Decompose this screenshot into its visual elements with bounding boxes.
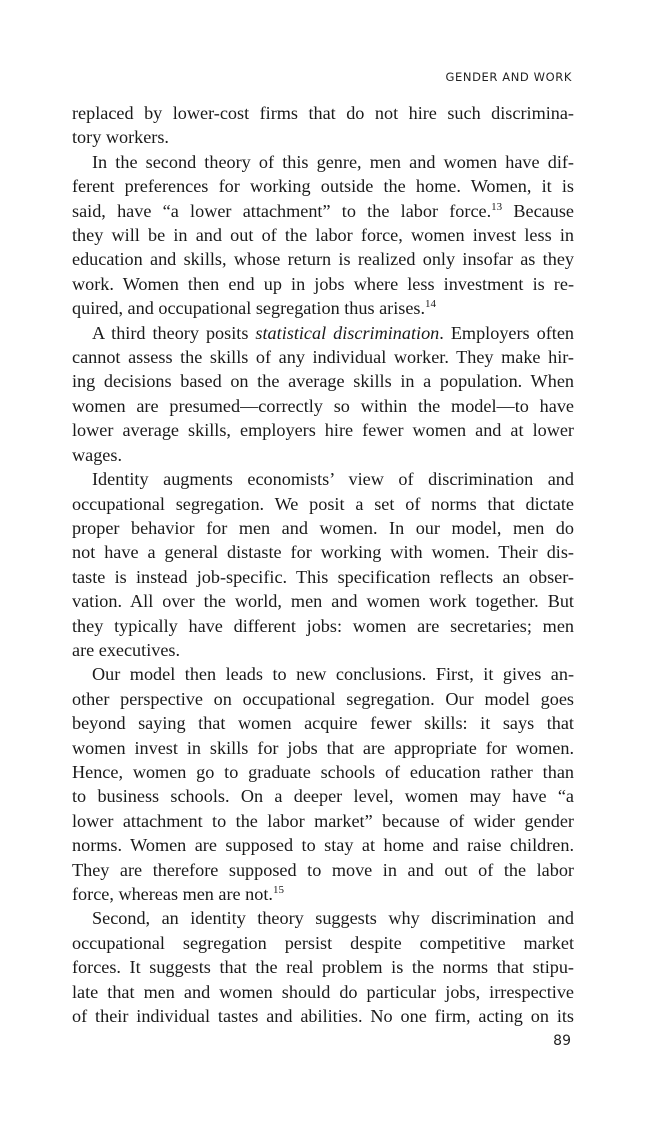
text-line bbox=[72, 174, 574, 198]
text-line bbox=[72, 882, 574, 906]
text-line bbox=[72, 199, 574, 223]
text-line bbox=[72, 369, 574, 393]
text-line bbox=[72, 467, 574, 491]
running-head: GENDER AND WORK bbox=[445, 70, 572, 84]
page-number: 89 bbox=[553, 1033, 571, 1049]
text-line bbox=[72, 687, 574, 711]
line-text: ferent preferences for working outside the home. Women, it is bbox=[72, 176, 574, 197]
footnote-reference[interactable]: 14 bbox=[425, 298, 437, 311]
text-line bbox=[72, 858, 574, 882]
line-text: occupational segregation persist despite competitive market bbox=[72, 932, 574, 953]
line-text: quired, and occupational segregation thus arises. bbox=[72, 298, 426, 319]
text-line bbox=[72, 906, 574, 930]
line-text: tory workers. bbox=[72, 127, 169, 148]
footnote-reference[interactable]: 13 bbox=[491, 200, 503, 213]
text-line bbox=[72, 345, 574, 369]
italic-term: statistical discrimination bbox=[255, 322, 440, 343]
line-text: norms. Women are supposed to stay at home and raise children. bbox=[72, 835, 574, 856]
text-line bbox=[72, 516, 574, 540]
text-line bbox=[72, 589, 574, 613]
line-text: late that men and women should do particular jobs, irrespective bbox=[72, 981, 574, 1002]
text-line bbox=[72, 296, 574, 320]
line-text: replaced by lower-cost firms that do not hire such discrimina- bbox=[72, 103, 574, 123]
line-text: are executives. bbox=[72, 639, 181, 660]
line-text: wages. bbox=[72, 444, 122, 465]
text-line bbox=[72, 931, 574, 955]
text-line bbox=[72, 565, 574, 589]
line-text: occupational segregation. We posit a set of norms that dictate bbox=[72, 493, 574, 514]
text-line bbox=[72, 101, 574, 125]
line-text: women are presumed—correctly so within the model—to have bbox=[72, 395, 574, 416]
text-line bbox=[72, 125, 574, 149]
text-line bbox=[72, 443, 574, 467]
line-text: In the second theory of this genre, men and women have dif- bbox=[92, 151, 574, 172]
line-text: Identity augments economists’ view of discrimination and bbox=[92, 469, 574, 490]
line-text: Our model then leads to new conclusions. First, it gives an- bbox=[92, 664, 574, 685]
line-text: taste is instead job-specific. This specification reflects an obser- bbox=[72, 566, 574, 587]
line-text: not have a general distaste for working with women. Their dis- bbox=[72, 542, 574, 563]
line-text: They are therefore supposed to move in and out of the labor bbox=[72, 859, 574, 880]
text-line bbox=[72, 247, 574, 271]
line-text-continued: . Employers often bbox=[439, 322, 574, 343]
body-text bbox=[72, 101, 574, 1028]
line-text: they will be in and out of the labor force, women invest less in bbox=[72, 225, 574, 246]
line-text: beyond saying that women acquire fewer skills: it says that bbox=[72, 713, 574, 734]
line-text: lower attachment to the labor market” because of wider gender bbox=[72, 810, 574, 831]
text-line bbox=[72, 955, 574, 979]
line-text: vation. All over the world, men and women work together. But bbox=[72, 591, 574, 612]
line-text: to business schools. On a deeper level, women may have “a bbox=[72, 786, 574, 807]
line-text: lower average skills, employers hire fewer women and at lower bbox=[72, 420, 574, 441]
text-line bbox=[72, 736, 574, 760]
text-line bbox=[72, 321, 574, 345]
line-text: proper behavior for men and women. In our model, men do bbox=[72, 517, 574, 538]
line-text: work. Women then end up in jobs where less investment is re- bbox=[72, 273, 574, 294]
line-text: said, have “a lower attachment” to the labor force. bbox=[72, 200, 492, 221]
text-line bbox=[72, 223, 574, 247]
text-line bbox=[72, 711, 574, 735]
text-line bbox=[72, 540, 574, 564]
line-text: A third theory posits bbox=[92, 322, 256, 343]
line-text: education and skills, whose return is realized only insofar as they bbox=[72, 249, 574, 270]
text-line bbox=[72, 394, 574, 418]
footnote-reference[interactable]: 15 bbox=[272, 884, 284, 896]
line-text: they typically have different jobs: women are secretaries; men bbox=[72, 615, 574, 636]
text-line bbox=[72, 638, 574, 662]
text-line bbox=[72, 809, 574, 833]
line-text: women invest in skills for jobs that are appropriate for women. bbox=[72, 737, 574, 758]
text-line bbox=[72, 1004, 574, 1028]
text-line bbox=[72, 980, 574, 1004]
line-text: Hence, women go to graduate schools of education rather than bbox=[72, 761, 574, 782]
text-line bbox=[72, 784, 574, 808]
text-line bbox=[72, 418, 574, 442]
text-line bbox=[72, 492, 574, 516]
line-text-continued: Because bbox=[502, 200, 574, 221]
text-line bbox=[72, 272, 574, 296]
text-line bbox=[72, 662, 574, 686]
text-line bbox=[72, 150, 574, 174]
text-line bbox=[72, 833, 574, 857]
line-text: Second, an identity theory suggests why discrimination and bbox=[92, 908, 574, 929]
line-text: ing decisions based on the average skills in a population. When bbox=[72, 371, 574, 392]
text-line bbox=[72, 760, 574, 784]
line-text: of their individual tastes and abilities. No one firm, acting on its bbox=[72, 1006, 574, 1027]
line-text: other perspective on occupational segregation. Our model goes bbox=[72, 688, 574, 709]
line-text: cannot assess the skills of any individual worker. They make hir- bbox=[72, 347, 574, 368]
line-text: forces. It suggests that the real problem is the norms that stipu- bbox=[72, 957, 574, 978]
line-text: force, whereas men are not. bbox=[72, 884, 273, 904]
text-line bbox=[72, 614, 574, 638]
